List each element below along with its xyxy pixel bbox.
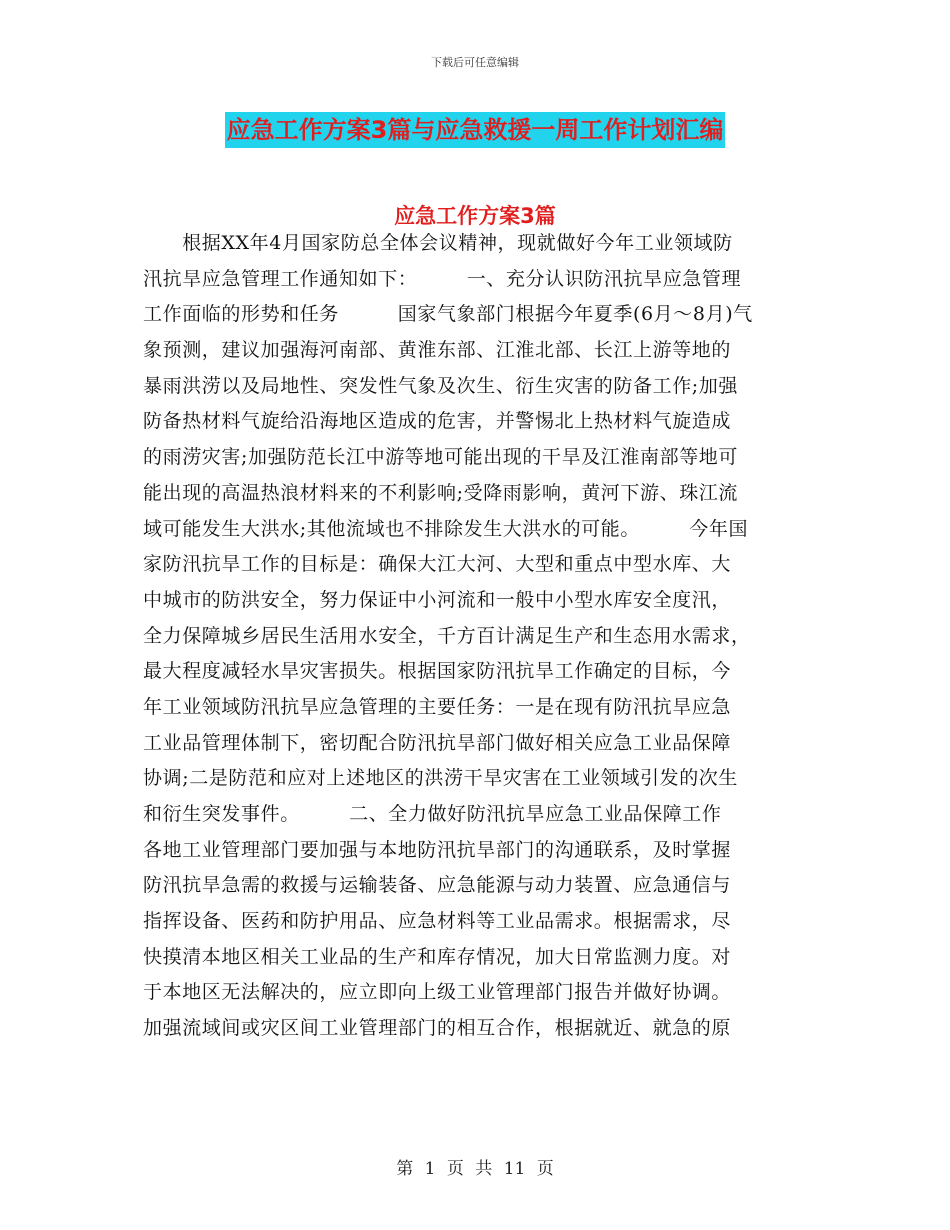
body-line: 象预测，建议加强海河南部、黄淮东部、江淮北部、长江上游等地的 [143, 339, 732, 362]
body-line: 中城市的防洪安全，努力保证中小河流和一般中小型水库安全度汛， [143, 588, 732, 611]
body-line: 加强流域间或灾区间工业管理部门的相互合作，根据就近、就急的原 [143, 1017, 732, 1040]
body-line: 暴雨洪涝以及局地性、突发性气象及次生、衍生灾害的防备工作;加强 [143, 374, 739, 397]
body-line: 年工业领域防汛抗旱应急管理的主要任务：一是在现有防汛抗旱应急 [143, 695, 732, 718]
body-line: 的雨涝灾害;加强防范长江中游等地可能出现的干旱及江淮南部等地可 [143, 446, 739, 469]
body-line: 快摸清本地区相关工业品的生产和库存情况，加大日常监测力度。对 [143, 945, 732, 968]
body-line: 指挥设备、医药和防护用品、应急材料等工业品需求。根据需求，尽 [143, 910, 732, 933]
body-line: 工业品管理体制下，密切配合防汛抗旱部门做好相关应急工业品保障 [143, 731, 732, 754]
page-footer: 第 1 页 共 11 页 [396, 1159, 554, 1179]
body-line: 各地工业管理部门要加强与本地防汛抗旱部门的沟通联系，及时掌握 [143, 838, 732, 861]
body-line: 和衍生突发事件。 二、全力做好防汛抗旱应急工业品保障工作 [143, 803, 722, 825]
body-text [143, 226, 803, 1047]
body-line: 根据XX年4月国家防总全体会议精神，现就做好今年工业领域防 [143, 232, 733, 254]
body-line: 域可能发生大洪水;其他流域也不排除发生大洪水的可能。 今年国 [143, 517, 749, 540]
body-line: 家防汛抗旱工作的目标是：确保大江大河、大型和重点中型水库、大 [143, 553, 732, 576]
body-line: 工作面临的形势和任务 国家气象部门根据今年夏季(6月～8月)气 [143, 303, 753, 326]
body-line: 防汛抗旱急需的救援与运输装备、应急能源与动力装置、应急通信与 [143, 874, 732, 897]
body-line: 汛抗旱应急管理工作通知如下： 一、充分认识防汛抗旱应急管理 [143, 267, 742, 290]
body-line: 协调;二是防范和应对上述地区的洪涝干旱灾害在工业领域引发的次生 [143, 767, 739, 790]
body-line: 最大程度减轻水旱灾害损失。根据国家防汛抗旱工作确定的目标，今 [143, 660, 732, 683]
header-note: 下载后可任意编辑 [431, 56, 519, 69]
section-title: 应急工作方案3篇 [394, 204, 556, 228]
body-line: 防备热材料气旋给沿海地区造成的危害，并警惕北上热材料气旋造成 [143, 410, 732, 433]
body-line: 于本地区无法解决的，应立即向上级工业管理部门报告并做好协调。 [143, 981, 732, 1004]
body-line: 全力保障城乡居民生活用水安全，千方百计满足生产和生态用水需求， [143, 624, 751, 647]
document-title: 应急工作方案3篇与应急救援一周工作计划汇编 [225, 112, 726, 148]
title-container [0, 112, 950, 148]
body-line: 能出现的高温热浪材料来的不利影响;受降雨影响，黄河下游、珠江流 [143, 481, 739, 504]
